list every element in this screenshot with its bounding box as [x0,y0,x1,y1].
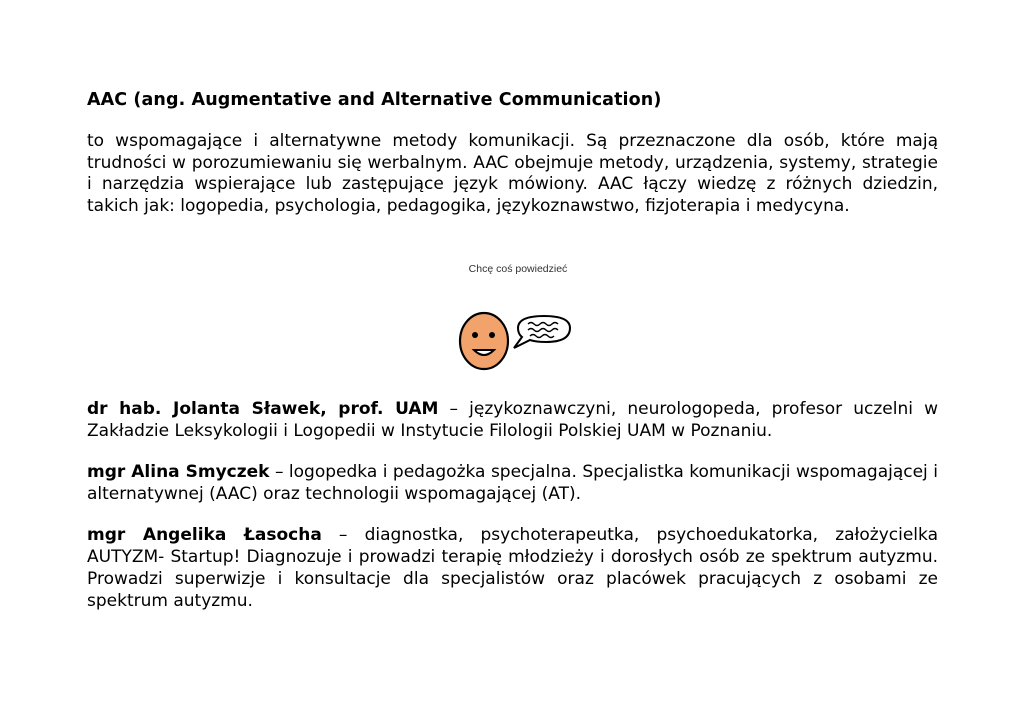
bio-description: – diagnostka, psychoterapeutka, psychoedukatorka, założycielka AUTYZM- Startup! Diagnozuje i prowadzi terapię młodzieży i dorosłych osób ze spektrum autyzmu. Prowadzi superwizje i konsultacje dla specjalistów oraz placówek pracujących z osobami ze spektrum autyzmu. [87,525,938,611]
bio-name: mgr Alina Smyczek [87,462,270,482]
bio-alina-smyczek [87,461,938,505]
bio-description: – językoznawczyni, neurologopeda, profesor uczelni w Zakładzie Leksykologii i Logopedii w Instytucie Filologii Polskiej UAM w Poznaniu. [87,399,938,441]
right-eye [489,332,495,338]
bio-description: – logopedka i pedagożka specjalna. Specjalistka komunikacji wspomagającej i alternatywnej (AAC) oraz technologii wspomagającej (AT). [87,462,938,504]
speaking-face-with-speech-bubble-icon [456,298,580,372]
bio-name: dr hab. Jolanta Sławek, prof. UAM [87,399,439,419]
bio-jolanta-slawek [87,398,938,442]
aac-symbol-illustration [448,262,588,374]
left-eye [472,332,478,338]
bio-name: mgr Angelika Łasocha [87,525,322,545]
bio-angelika-lasocha [87,524,938,612]
page-title: AAC (ang. Augmentative and Alternative Communication) [87,90,662,110]
symbol-caption: Chcę coś powiedzieć [468,263,568,275]
face-shape [460,313,508,369]
intro-paragraph: to wspomagające i alternatywne metody komunikacji. Są przeznaczone dla osób, które mają trudności w porozumiewaniu się werbalnym. AAC obejmuje metody, urządzenia, systemy, strategie i narzędzia wspierające lub zastępujące język mówiony. AAC łączy wiedzę z różnych dziedzin, takich jak: logopedia, psychologia, pedagogika, językoznawstwo, fizjoterapia i medycyna. [87,131,938,216]
speech-bubble [514,316,570,348]
